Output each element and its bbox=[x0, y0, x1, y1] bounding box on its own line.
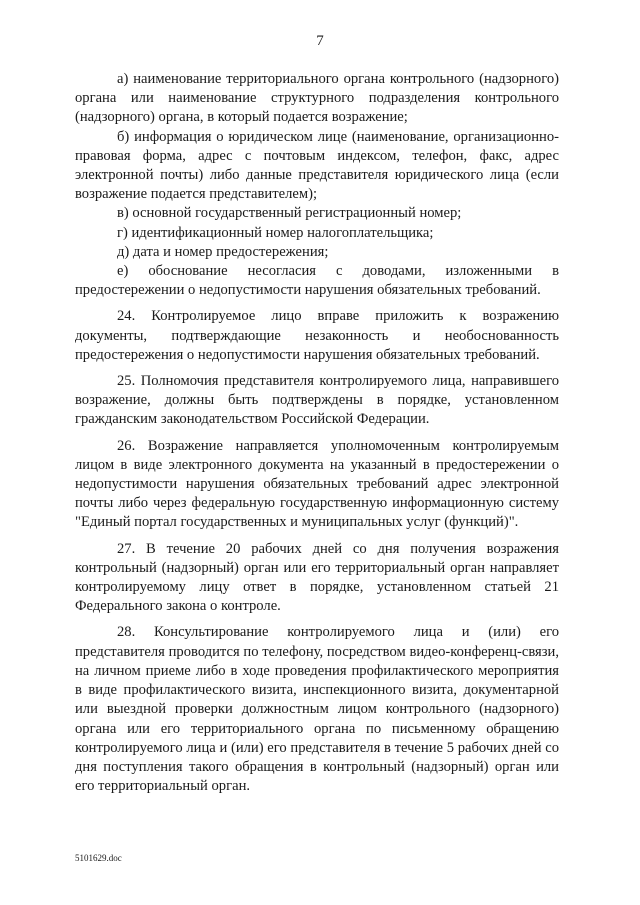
page-number: 7 bbox=[316, 33, 324, 49]
paragraph-24: 24. Контролируемое лицо вправе приложить к возражению документы, подтверждающие незаконность и необоснованность предостережения о недопустимости нарушения обязательных требований. bbox=[75, 308, 559, 363]
paragraph-23a: а) наименование территориального органа контрольного (надзорного) органа или наименование структурного подразделения контрольного (надзорного) органа, в который подается возражение; bbox=[75, 71, 559, 126]
paragraph-27: 27. В течение 20 рабочих дней со дня получения возражения контрольный (надзорный) орган или его территориальный орган направляет контролируемому лицу ответ в порядке, установленном статьей 21 Федерального закона о контроле. bbox=[75, 540, 559, 615]
paragraph-25: 25. Полномочия представителя контролируемого лица, направившего возражение, должны быть подтверждены в порядке, установленном гражданским законодательством Российской Федерации. bbox=[75, 373, 559, 428]
document-footer: 5101629.doc bbox=[75, 853, 122, 863]
paragraph-23c: в) основной государственный регистрационный номер; bbox=[117, 205, 462, 222]
paragraph-23b: б) информация о юридическом лице (наименование, организационно-правовая форма, адрес с почтовым индексом, телефон, факс, адрес электронной почты) либо данные представителя юридического лица (если возражение подается представителем); bbox=[75, 128, 559, 203]
paragraph-23d: г) идентификационный номер налогоплательщика; bbox=[117, 224, 434, 241]
paragraph-23f: е) обоснование несогласия с доводами, изложенными в предостережении о недопустимости нарушения обязательных требований. bbox=[75, 263, 559, 299]
document-body bbox=[75, 70, 559, 796]
paragraph-26: 26. Возражение направляется уполномоченным контролируемым лицом в виде электронного документа на указанный в предостережении о недопустимости нарушения обязательных требований адрес электронной почты либо через федеральную государственную информационную систему "Единый портал государственных и муниципальных услуг (функций)". bbox=[75, 437, 559, 531]
paragraph-23e: д) дата и номер предостережения; bbox=[117, 243, 329, 260]
paragraph-28: 28. Консультирование контролируемого лица и (или) его представителя проводится по телефону, посредством видео-конференц-связи, на личном приеме либо в ходе проведения профилактического мероприятия в виде профилактического визита, инспекционного визита, документарной или выездной проверки должностным лицом контрольного (надзорного) органа или его территориального органа по письменному обращению контролируемого лица и (или) его представителя в течение 5 рабочих дней со дня поступления такого обращения в контрольный (надзорный) орган или его территориальный орган. bbox=[75, 624, 559, 795]
